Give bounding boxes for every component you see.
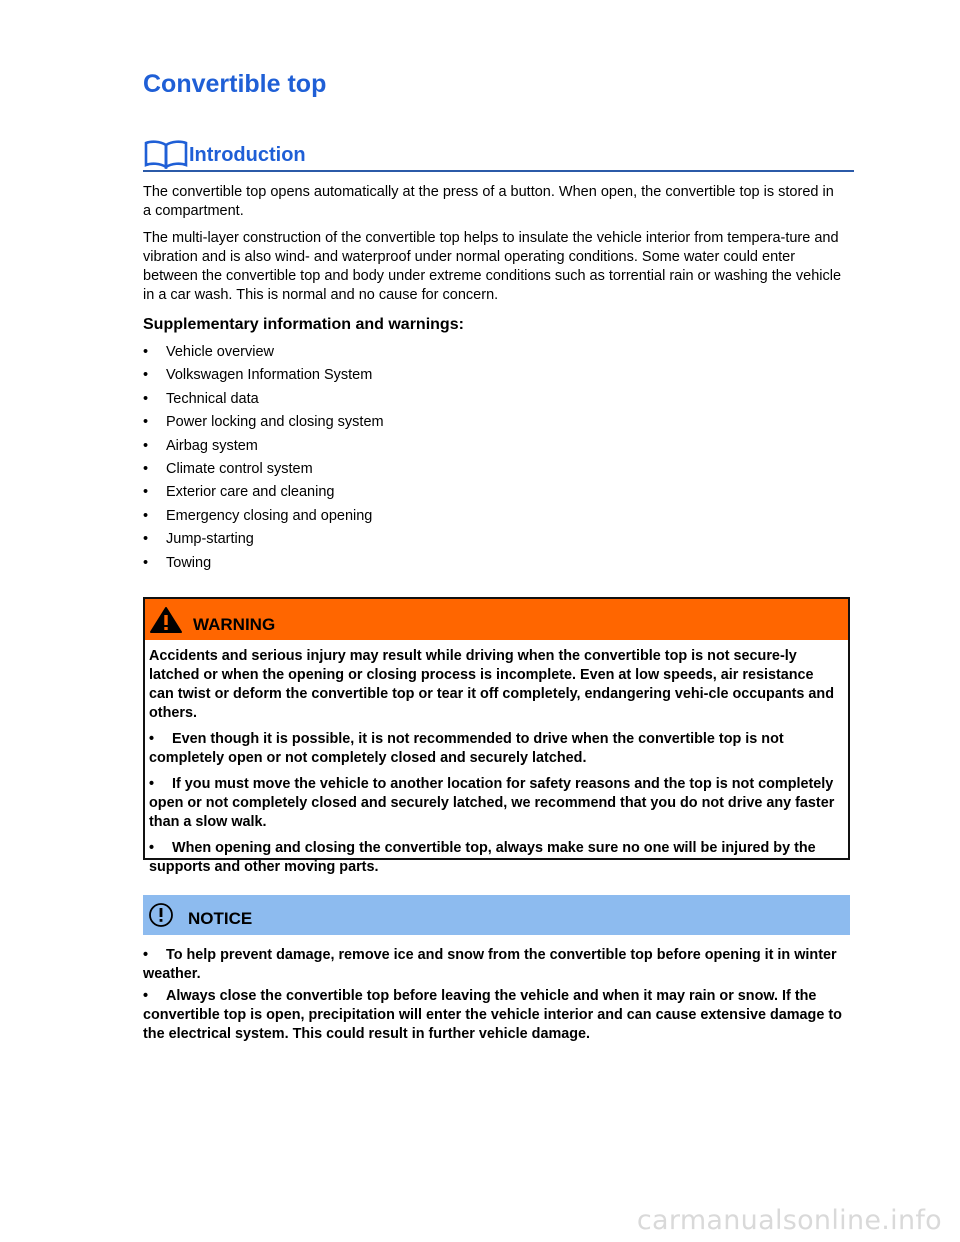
list-item[interactable] — [143, 507, 384, 530]
warning-point — [145, 775, 848, 832]
warning-point — [145, 730, 848, 768]
warning-point-text: When opening and closing the convertible top, always make sure no one will be injured by the supports and other moving parts. — [149, 840, 816, 875]
list-item-label: Exterior care and cleaning — [166, 484, 335, 501]
bullet: • — [143, 531, 149, 548]
warning-intro: Accidents and serious injury may result while driving when the convertible top is not secure-ly latched or when the opening or closing process is incomplete. Even at low speeds, air resistance can twist or deform the convertible top or tear it off completely, endangering vehi-cle occupants and others. — [149, 648, 835, 721]
list-item[interactable] — [143, 413, 384, 436]
list-item-label: Towing — [166, 554, 212, 571]
list-item-label: Jump-starting — [166, 531, 254, 548]
list-item[interactable] — [143, 460, 384, 483]
notice-point — [143, 946, 850, 984]
warning-box — [143, 597, 850, 875]
page-title: Convertible top — [143, 70, 327, 98]
list-item[interactable] — [143, 366, 384, 389]
supplementary-heading: Supplementary information and warnings: — [143, 316, 464, 333]
list-item[interactable] — [143, 390, 384, 413]
warning-triangle-icon — [149, 606, 183, 634]
bullet: • — [143, 947, 149, 963]
list-item-label: Airbag system — [166, 437, 258, 454]
bullet: • — [143, 484, 149, 501]
notice-label: NOTICE — [188, 909, 253, 928]
bullet: • — [143, 554, 149, 571]
book-icon — [143, 137, 189, 169]
warning-point-text: Even though it is possible, it is not recommended to drive when the convertible top is not completely open or not completely closed and securely latched. — [149, 731, 784, 766]
bullet: • — [143, 437, 149, 454]
list-item-label: Volkswagen Information System — [166, 367, 373, 384]
list-item-label: Emergency closing and opening — [166, 507, 373, 524]
bullet: • — [143, 988, 149, 1004]
bullet: • — [143, 414, 149, 431]
bullet: • — [143, 344, 149, 360]
supplementary-list — [143, 343, 384, 577]
warning-point — [145, 839, 848, 877]
list-item[interactable] — [143, 554, 384, 577]
bullet: • — [149, 731, 155, 747]
bullet: • — [149, 840, 155, 856]
list-item[interactable] — [143, 483, 384, 506]
notice-point-text: Always close the convertible top before leaving the vehicle and when it may rain or snow. If the convertible top is open, precipitation will enter the vehicle interior and can cause extensive damage to the electrical system. This could result in further vehicle damage. — [143, 988, 842, 1042]
warning-label: WARNING — [193, 614, 276, 634]
notice-point — [143, 987, 850, 1044]
list-item-label: Vehicle overview — [166, 344, 274, 360]
bullet: • — [143, 367, 149, 384]
notice-header — [143, 895, 850, 935]
bullet: • — [143, 507, 149, 524]
list-item-label: Power locking and closing system — [166, 414, 384, 431]
list-item[interactable] — [143, 437, 384, 460]
bullet: • — [143, 460, 149, 477]
list-item-label: Climate control system — [166, 460, 313, 477]
list-item-label: Technical data — [166, 390, 259, 407]
introduction-header — [143, 133, 854, 172]
notice-point-text: To help prevent damage, remove ice and snow from the convertible top before opening it in winter weather. — [143, 947, 837, 982]
watermark: carmanualsonline.info — [636, 1205, 942, 1236]
list-item[interactable] — [143, 530, 384, 553]
warning-header — [145, 599, 848, 640]
warning-point-text: If you must move the vehicle to another location for safety reasons and the top is not completely open or not completely closed and securely latched, we recommend that you do not drive any faster than a slow walk. — [149, 776, 835, 830]
bullet: • — [143, 390, 149, 407]
bullet: • — [149, 776, 155, 792]
intro-paragraph-1: The convertible top opens automatically at the press of a button. When open, the convertible top is stored in a compartment. — [143, 184, 834, 219]
introduction-heading: Introduction — [189, 144, 306, 166]
list-item[interactable] — [143, 343, 384, 366]
intro-paragraph-2: The multi-layer construction of the convertible top helps to insulate the vehicle interior from tempera-ture and vibration and is also wind- and waterproof under normal operating conditions. Some water could enter between the convertible top and body under extreme conditions such as torrential rain or washing the vehicle in a car wash. This is normal and no cause for concern. — [143, 230, 842, 303]
exclamation-circle-icon — [148, 902, 174, 928]
